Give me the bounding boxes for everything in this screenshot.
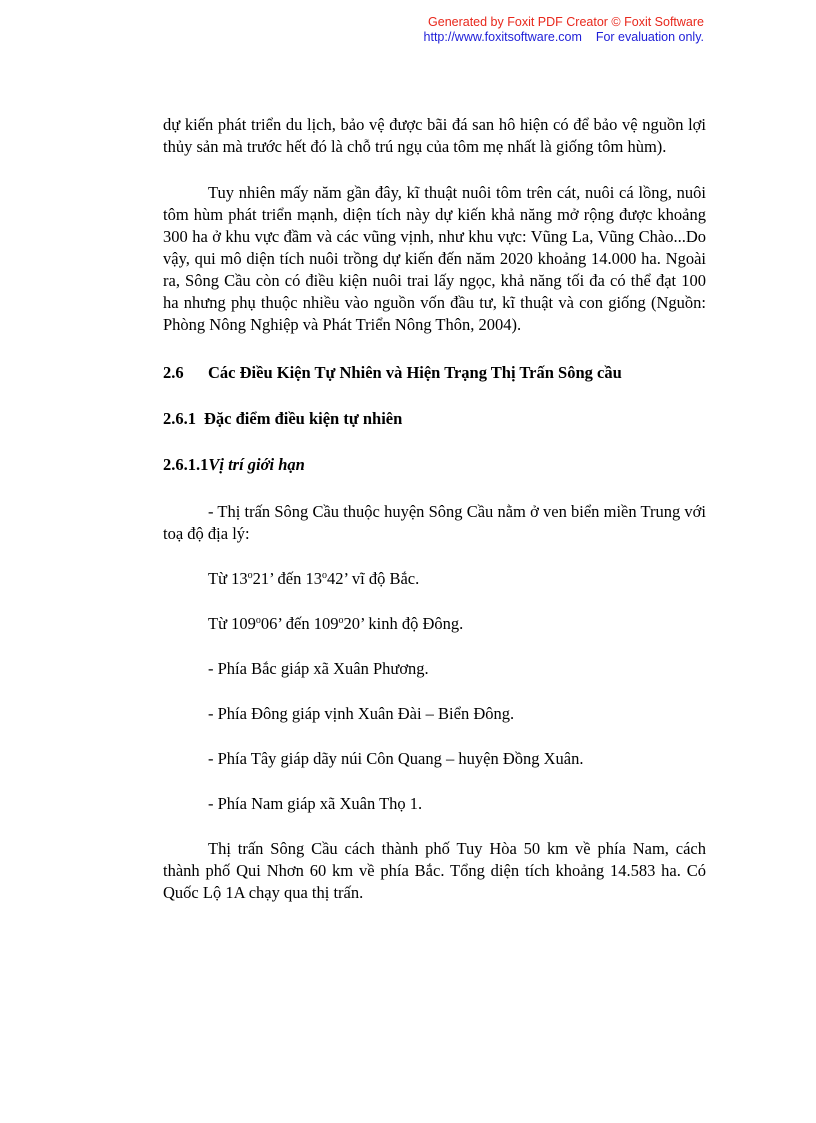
location-intro: - Thị trấn Sông Cầu thuộc huyện Sông Cầu nằm ở ven biển miền Trung với toạ độ địa lý: <box>163 502 706 543</box>
watermark-evaluation-note: For evaluation only. <box>595 30 704 44</box>
section-number: 2.6.1 <box>163 409 196 428</box>
longitude-range: Từ 109$^o$06’ đến 109$^o$20’ kinh độ Đông. <box>208 614 464 633</box>
section-title: Đặc điểm điều kiện tự nhiên <box>204 409 403 428</box>
foxit-watermark <box>424 15 704 45</box>
latitude-range: Từ 13$^o$21’ đến 13$^o$42’ vĩ độ Bắc. <box>208 569 420 588</box>
border-north: - Phía Bắc giáp xã Xuân Phương. <box>208 659 429 678</box>
section-heading-2-6-1 <box>163 408 706 430</box>
section-title: Vị trí giới hạn <box>208 455 305 474</box>
border-west: - Phía Tây giáp dãy núi Côn Quang – huyện Đồng Xuân. <box>208 749 584 768</box>
paragraph-continuation: dự kiến phát triển du lịch, bảo vệ được bãi đá san hô hiện có để bảo vệ nguồn lợi thủy sản mà trước hết đó là chỗ trú ngụ của tôm mẹ nhất là giống tôm hùm). <box>163 115 706 156</box>
paragraph-aquaculture: Tuy nhiên mấy năm gần đây, kĩ thuật nuôi tôm trên cát, nuôi cá lồng, nuôi tôm hùm phát triển mạnh, diện tích này dự kiến khả năng mở rộng được khoảng 300 ha ở khu vực đầm và các vũng vịnh, như khu vực: Vũng La, Vũng Chào...Do vậy, qui mô diện tích nuôi trồng dự kiến đến năm 2020 khoảng 14.000 ha. Ngoài ra, Sông Cầu còn có điều kiện nuôi trai lấy ngọc, khả năng tối đa có thể đạt 100 ha nhưng phụ thuộc nhiều vào nguồn vốn đầu tư, kĩ thuật và con giống (Nguồn: Phòng Nông Nghiệp và Phát Triển Nông Thôn, 2004). <box>163 183 706 334</box>
section-number: 2.6.1.1 <box>163 455 209 474</box>
watermark-generator-text: Generated by Foxit PDF Creator © Foxit Software <box>428 15 704 29</box>
border-south: - Phía Nam giáp xã Xuân Thọ 1. <box>208 794 423 813</box>
watermark-url: http://www.foxitsoftware.com <box>423 30 582 44</box>
document-body <box>163 114 706 904</box>
section-number: 2.6 <box>163 363 184 382</box>
watermark-url-line <box>424 30 704 45</box>
section-heading-2-6 <box>163 362 706 384</box>
section-heading-2-6-1-1 <box>163 454 706 476</box>
border-east: - Phía Đông giáp vịnh Xuân Đài – Biển Đông. <box>208 704 515 723</box>
distance-paragraph: Thị trấn Sông Cầu cách thành phố Tuy Hòa 50 km về phía Nam, cách thành phố Qui Nhơn 60 km về phía Bắc. Tổng diện tích khoảng 14.583 ha. Có Quốc Lộ 1A chạy qua thị trấn. <box>163 839 706 902</box>
section-title: Các Điều Kiện Tự Nhiên và Hiện Trạng Thị Trấn Sông cầu <box>208 363 622 382</box>
